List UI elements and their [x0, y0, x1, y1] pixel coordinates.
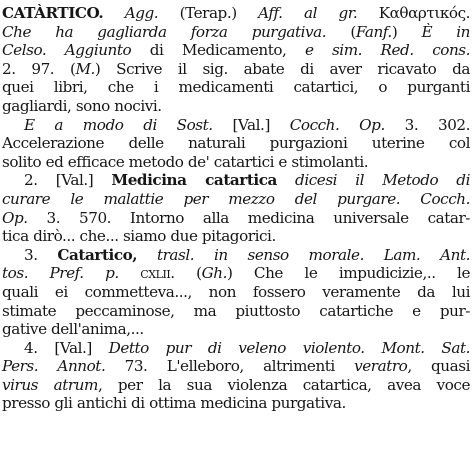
- text-segment: veratro: [354, 357, 408, 376]
- entry-line: [2, 134, 470, 153]
- text-segment: , per la sua violenza catartica, avea voce: [97, 375, 470, 394]
- text-segment: Che ha gagliarda forza purgativa.: [2, 22, 327, 41]
- entry-line: [2, 171, 470, 190]
- text-segment: ) Scrive il sig. abate di aver ricavato da: [94, 59, 471, 78]
- text-segment: Cocch. Op.: [289, 115, 385, 134]
- entry-line: [2, 302, 470, 321]
- text-segment: Fanf.: [355, 22, 392, 41]
- text-segment: 4. [Val.]: [24, 338, 109, 357]
- entry-line: [2, 357, 470, 376]
- text-segment: 2. 97. (: [2, 59, 76, 78]
- text-segment: 3.: [24, 245, 58, 264]
- text-segment: solito ed efficace metodo de' catartici e stimolanti.: [2, 152, 369, 171]
- entry-line: [2, 264, 470, 283]
- text-segment: , quasi: [407, 357, 470, 376]
- entry-line: [2, 41, 470, 60]
- text-segment: (: [326, 22, 356, 41]
- entry-line: [2, 4, 470, 23]
- text-segment: 3. 302.: [384, 115, 470, 134]
- text-segment: È in: [421, 22, 470, 41]
- entry-line: [2, 78, 470, 97]
- text-segment: Catartico,: [57, 245, 138, 264]
- text-segment: 73. L'elleboro, altrimenti: [105, 357, 355, 376]
- text-segment: [103, 4, 124, 22]
- text-segment: 3. 570. Intorno alla medicina universale catar-: [27, 208, 470, 227]
- dictionary-entry: [2, 4, 470, 413]
- text-segment: quei libri, che i medicamenti catartici, o purganti: [2, 78, 470, 97]
- entry-line: [2, 394, 470, 413]
- text-segment: curare le malattie per mezzo del purgare. Cocch.: [2, 189, 470, 208]
- text-segment: gagliardi, sono nocivi.: [2, 96, 162, 115]
- text-segment: Detto pur di veleno violento. Mont. Sat.: [108, 338, 470, 357]
- text-segment: [119, 264, 140, 282]
- text-segment: 2. [Val.]: [24, 171, 112, 190]
- text-segment: trasl. in senso morale. Lam. Ant.: [137, 245, 470, 264]
- text-segment: ) Che le impudicizie,.. le: [226, 264, 470, 283]
- text-segment: stimate peccaminose, ma piuttosto catartiche e pur-: [2, 301, 470, 320]
- text-segment: dicesi il Metodo di: [276, 171, 470, 190]
- entry-line: [2, 23, 470, 42]
- text-segment: Καθαρτικός.: [357, 4, 470, 22]
- text-segment: ): [391, 22, 422, 41]
- text-segment: tos. Pref. p.: [2, 264, 119, 283]
- text-segment: tica dirò... che... siamo due pitagorici.: [2, 227, 276, 246]
- text-segment: M.: [75, 59, 95, 78]
- entry-line: [2, 153, 470, 172]
- text-segment: e sim. Red. cons.: [304, 41, 471, 60]
- entry-line: [2, 320, 470, 339]
- text-segment: Op.: [2, 208, 28, 227]
- text-segment: Pers. Annot.: [2, 357, 106, 376]
- entry-line: [2, 227, 470, 246]
- text-segment: Aff. al gr.: [258, 4, 358, 22]
- text-segment: Accelerazione delle naturali purgazioni uterine col: [2, 134, 470, 153]
- text-segment: . (: [170, 264, 202, 283]
- text-segment: presso gli antichi di ottima medicina purgativa.: [2, 394, 346, 413]
- entry-line: [2, 339, 470, 358]
- entry-line: [2, 283, 470, 302]
- entry-line: [2, 209, 470, 228]
- text-segment: Gh.: [201, 264, 227, 283]
- entry-line: [2, 246, 470, 265]
- entry-line: [2, 60, 470, 79]
- text-segment: E a modo di Sost.: [24, 115, 213, 134]
- text-segment: Celso. Aggiunto: [2, 41, 132, 60]
- text-segment: (Terap.): [158, 4, 259, 22]
- text-segment: cxlii: [140, 264, 171, 283]
- entry-line: [2, 97, 470, 116]
- text-segment: di Medicamento,: [131, 41, 305, 60]
- text-segment: Agg.: [124, 4, 159, 22]
- text-segment: [Val.]: [212, 115, 290, 134]
- text-segment: Medicina catartica: [111, 171, 277, 190]
- text-segment: quali ei commetteva..., non fossero veramente da lui: [2, 282, 470, 301]
- entry-line: [2, 116, 470, 135]
- entry-line: [2, 376, 470, 395]
- text-segment: virus atrum: [2, 375, 98, 394]
- entry-line: [2, 190, 470, 209]
- text-segment: gative dell'anima,...: [2, 320, 144, 339]
- text-segment: CATÀRTICO.: [2, 4, 104, 22]
